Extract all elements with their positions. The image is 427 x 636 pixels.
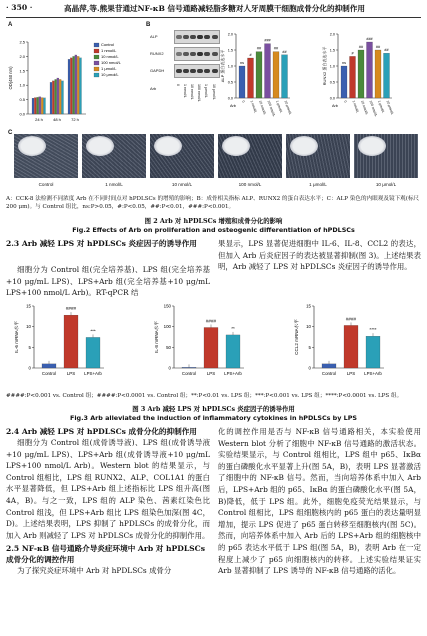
y-tick-label: 1.0 [19,82,25,88]
significance-label: ns [341,61,347,65]
expression-bar [256,52,262,98]
expression-bar [265,44,271,98]
micrograph-label: 100 nmol/L [238,182,262,187]
section-2-3-para-right [218,238,421,273]
legend-label: 100 nmol/L [101,60,121,65]
section-2-3-text-cont: 果显示，LPS 显著促进细胞中 IL-6、IL-8、CCL2 的表达，但加入 Arb 后炎症因子的表达被显著抑制(图 3)。上述结果表明，Arb 减轻了 LPS 对 hPDLSCs 炎症因子的诱导作用。 [218,239,421,272]
blot-band [190,69,196,73]
legend-swatch [94,43,99,47]
significance-label: # [351,51,354,56]
proliferation-bar [41,98,43,114]
blot-band [190,52,196,56]
x-tick-label: Control [181,371,197,376]
x-tick-label: 10 μmol/L [283,99,293,116]
proliferation-bar [39,97,41,114]
section-2-5-body [6,565,210,577]
y-axis-label: IL-8 mRNA水平 [154,321,159,353]
micrograph-tile [286,134,350,187]
blot-band [204,35,210,39]
fig2-caption-zh: 图 2 Arb 对 hPDLSCs 增殖和成骨分化的影响 [144,217,283,225]
proliferation-bar [32,98,34,114]
lane-label: 10 nmol/L [190,84,195,100]
section-2-4-body [6,437,210,541]
lane-label: 1 nmol/L [183,84,188,98]
micrograph-tile [218,134,282,187]
y-tick-label: 5 [28,344,31,350]
y-tick-label: 2.0 [227,32,233,37]
y-axis-label: RUNX2 蛋白表达水平 [322,46,327,86]
expression-bar [273,52,279,98]
well-photo [18,136,46,156]
x-tick-label: 0 [241,99,246,104]
y-tick-label: 50 [166,344,171,350]
x-tick-label: Control [41,371,57,376]
x-tick-label: 10 nmol/L [360,99,369,116]
significance-label: # [249,53,252,57]
y-axis-label: OD(450 nm) [8,66,13,90]
significance-label: ## [384,48,389,53]
blot-band [197,52,203,56]
legend-label: 10 μmol/L [101,72,119,77]
mrna-bar [322,364,336,368]
proliferation-bar [50,82,52,114]
left-column [6,426,210,577]
section-2-5-text: 为了探究炎症环境中 Arb 对 hPDLSCs 成骨分 [17,566,172,576]
x-tick-label: LPS [206,371,216,376]
y-tick-label: 0.0 [227,96,233,101]
mrna-bar [204,327,218,368]
right-column [218,426,421,577]
mrna-bar [366,336,380,368]
y-tick-label: 0 [28,365,31,371]
significance-label: ## [375,45,381,49]
legend-swatch [94,49,99,53]
y-tick-label: 5 [308,344,311,350]
well-photo [358,136,386,156]
arb-label: Arb [332,104,338,108]
x-tick-label: 48 h [53,117,61,122]
y-tick-label: 15 [306,303,311,309]
y-tick-label: 0.5 [19,97,25,103]
x-tick-label: Control [321,371,337,376]
x-tick-label: 1 nmol/L [351,99,360,114]
x-tick-label: 1 μmol/L [275,99,284,114]
arb-label: Arb [230,104,236,108]
micrograph-tile [14,134,78,187]
y-tick-label: 1.0 [227,64,233,69]
mrna-bar [226,335,240,368]
x-tick-label: 10 nmol/L [258,99,267,116]
expression-bar [375,50,381,98]
significance-label: ## [256,46,262,51]
micrograph-tile [150,134,214,187]
significance-label: ## [273,46,279,51]
blot-band [176,69,182,73]
blot-bands [174,30,218,82]
significance-label: ### [264,38,271,43]
significance-label: *** [90,328,96,334]
y-tick-label: 0.0 [19,111,25,117]
y-tick-label: 15 [26,303,31,309]
micrograph-tile [82,134,146,187]
significance-label: #### [345,316,357,322]
proliferation-bar [59,79,61,114]
lane-label: 1 μmol/L [204,84,209,98]
lane-label: 0 [176,84,180,86]
x-tick-label: LPS+Arb [224,371,242,376]
proliferation-bar [75,55,77,114]
blot-band [176,35,182,39]
legend-label: 1 μmol/L [101,66,117,71]
y-tick-label: 2.0 [19,53,25,59]
y-tick-label: 0.5 [329,80,335,85]
y-tick-label: 0.0 [329,96,335,101]
mrna-bar [42,364,56,368]
proliferation-bar [57,78,59,114]
header-rule [6,17,421,18]
lane-label: 10 μmol/L [211,84,216,100]
y-tick-label: 1.0 [329,64,335,69]
section-2-3-title: 2.3 Arb 减轻 LPS 对 hPDLSCs 炎症因子的诱导作用 [6,239,197,248]
y-tick-label: 1.5 [329,48,335,53]
proliferation-bar [80,58,82,114]
mrna-bar [344,325,358,368]
proliferation-bar [52,81,54,114]
significance-label: ns [239,61,245,65]
legend-label: 10 nmol/L [101,54,119,59]
micrograph-label: 1 μmol/L [309,182,327,187]
micrograph-tile [354,134,418,187]
y-tick-label: 10 [26,324,31,330]
x-tick-label: 10 μmol/L [385,99,395,116]
x-tick-label: 0 [343,99,348,104]
blot-band [212,69,218,73]
legend-label: 1 nmol/L [101,48,117,53]
blot-band [183,52,189,56]
proliferation-bar [34,98,36,114]
significance-label: #### [65,306,77,312]
well-photo [154,136,182,156]
expression-bar [367,42,373,98]
expression-bar [282,55,288,98]
expression-bar [350,56,356,98]
running-title: 高晶萍,等.熊果苷通过NF-κB 信号通路减轻脂多糖对人牙周膜干细胞成骨分化的抑制作用 [64,4,365,13]
blot-band [183,35,189,39]
y-tick-label: 10 [306,324,311,330]
x-tick-label: LPS+Arb [84,371,102,376]
fig3-bar-charts [6,290,421,390]
blot-band [212,35,218,39]
x-tick-label: 1 nmol/L [249,99,258,114]
expression-bar [248,58,254,98]
well-photo [222,136,250,156]
blot-band [204,52,210,56]
section-2-5-title: 2.5 NF-κB 信号通路介导炎症环境中 Arb 对 hPDLSCs 成骨分化的调控作用 [6,544,205,565]
proliferation-bar [73,56,75,114]
section-2-4-title: 2.4 Arb 减轻 LPS 对 hPDLSCs 成骨分化的抑制作用 [6,427,197,436]
expression-bar [358,50,364,98]
y-axis-label: IL-6 mRNA水平 [14,321,19,353]
micrograph-label: 10 nmol/L [171,182,193,187]
blot-label-gapdh: GAPDH [150,68,165,73]
section-2-3-text: 细胞分为 Control 组(完全培养基)、LPS 组(完全培养基+10 μg/mL LPS)、LPS+Arb 组(完全培养基+10 μg/mL LPS+100 nmol/L Arb)。RT-qPCR 结 [6,265,210,298]
significance-label: ## [358,45,364,49]
blot-band [190,35,196,39]
right-column-text: 化的调控作用是否与 NF-κB 信号通路相关，本实验使用 Western blot 分析了细胞中 NF-κB 信号通路的激活状态。实验结果显示，与 Control 组相比，LPS 组中 p65、IκBα 的蛋白磷酸化水平显著上升(图 5A，B)，表明 LPS 显著激活了细胞中的 NF-κB 信号。然而，当向培养体系中加入 Arb 后，LPS+Arb 组的 p65、IκBα 的蛋白磷酸化水平(图 5A，B)降低，低于 LPS 组。此外，细胞免疫荧光结果显示，与 Control 组相比，LPS 组细胞核内的 p65 蛋白的表达量明显增加，提示 LPS 促进了 p65 蛋白转移至细胞核内(图 5C)。然而，向培养体系中加入 Arb 后的 LPS+Arb 组的细胞核中的 p65 表达水平低于 LPS 组(图 5A，B)，表明 Arb 在一定程度上减少了 p65 向细胞核内的转移。上述实验结果证实 Arb 显著抑制了 LPS 诱导的 NF-κB 信号通路的活化。 [218,427,421,576]
y-tick-label: 0 [308,365,311,371]
x-tick-label: 100 nmol/L [266,99,277,118]
proliferation-bar [37,97,39,114]
lane-label: 100 nmol/L [197,84,202,102]
micrograph-label: 1 nmol/L [105,182,123,187]
western-blot-panel [150,28,218,124]
well-photo [86,136,114,156]
x-tick-label: 1 μmol/L [377,99,386,114]
x-tick-label: 100 nmol/L [368,99,379,118]
y-tick-label: 0.5 [227,80,233,85]
significance-label: ### [366,37,373,41]
proliferation-bar [70,58,72,114]
micrograph-label: Control [38,182,54,187]
panel-label-b: B [146,22,151,28]
section-2-4-text: 细胞分为 Control 组(成骨诱导液)、LPS 组(成骨诱导液+10 μg/mL LPS)、LPS+Arb 组(成骨诱导液+10 μg/mL LPS+100 nmol/L Arb)。Western blot 的结果显示，与 Control 组相比，LPS 组 RUNX2、ALP、COL1A1 的蛋白水平显著降低，但 LPS+Arb 组上述指标比 LPS 组升高(图 4A，B)。与之一致，LPS 组的 ALP 染色、茜素红染色比 Control 组浅，但 LPS+Arb 组比 LPS 组染色加深(图 4C，D)。上述结果表明，LPS 抑制了 hPDLSCs 的成骨分化，而加入 Arb 则减轻了 LPS 对 hPDLSCs 成骨分化的抑制作用。 [6,438,210,540]
fig2-panel-a-chart [6,26,142,134]
expression-bar [384,53,390,98]
y-axis-label: CCL2 mRNA水平 [294,319,299,355]
y-tick-label: 0 [168,365,171,371]
x-tick-label: 24 h [35,117,43,122]
arb-label: Arb [150,86,157,91]
y-tick-label: 150 [163,303,171,309]
significance-label: **** [369,327,377,333]
running-header [6,3,421,16]
legend-swatch [94,67,99,71]
legend-swatch [94,61,99,65]
blot-band [212,52,218,56]
expression-bar [341,66,347,98]
runx2-expression-chart [322,24,422,128]
page-number: · 350 · [6,3,33,12]
x-tick-label: LPS [66,371,76,376]
mrna-bar [64,315,78,368]
proliferation-bar [77,56,79,114]
proliferation-bar [44,98,46,114]
proliferation-bar [55,79,57,114]
panel-label-c: C [8,130,13,136]
y-tick-label: 2.0 [329,32,335,37]
fig2-caption-en: Fig.2 Effects of Arb on proliferation and osteogenic differentiation of hPDLSCs [72,226,355,234]
panel-label-a: A [8,22,13,28]
legend-swatch [94,55,99,59]
proliferation-bar [68,59,70,114]
x-tick-label: LPS+Arb [364,371,382,376]
well-photo [290,136,318,156]
y-tick-label: 2.5 [19,39,25,45]
blot-strip [174,30,220,44]
y-tick-label: 1.5 [19,68,25,74]
micrograph-label: 10 μmol/L [375,182,397,187]
blot-strip [174,64,220,78]
alp-expression-chart [220,24,320,128]
fig3-caption-en: Fig.3 Arb alleviated the induction of inflammatory cytokines in hPDLSCs by LPS [69,414,357,422]
blot-band [204,69,210,73]
alp-staining-panel [14,134,418,186]
legend-swatch [94,73,99,77]
significance-label: ** [231,325,235,331]
expression-bar [239,66,245,98]
y-tick-label: 100 [163,324,171,330]
blot-band [197,35,203,39]
fig2-note: A：CCK-8 法检测不同浓度 Arb 在不同时间点对 hPDLSCs 的增殖的影响；B：成骨相关指标 ALP、RUNX2 的蛋白表达水平；C：ALP 染色的内眼观及镜下观(标尺 200 μm)。与 Control 组比，ns:P>0.05，#:P<0.05，##:P<0.01，###:P<0.001。 [6,196,420,210]
blot-label-runx2: RUNX2 [150,51,164,56]
proliferation-bar [62,81,64,114]
mrna-bar [182,367,196,368]
blot-band [197,69,203,73]
legend-label: Control [101,42,114,47]
mrna-bar [86,337,100,368]
blot-band [183,69,189,73]
fig3-caption-zh: 图 3 Arb 减轻 LPS 对 hPDLSCs 炎症因子的诱导作用 [132,405,295,413]
significance-label: #### [205,318,217,324]
y-tick-label: 1.5 [227,48,233,53]
y-axis-label: ALP 蛋白表达水平 [220,49,225,83]
blot-band [176,52,182,56]
blot-strip [174,47,220,61]
blot-label-alp: ALP [150,34,158,39]
x-tick-label: LPS [346,371,356,376]
x-tick-label: 72 h [71,117,79,122]
lane-labels [174,84,218,124]
fig3-note: ####:P<0.001 vs. Control 组；####:P<0.0001 vs. Control 组；**:P<0.01 vs. LPS 组；***:P<0.001 vs. LPS 组；****:P<0.0001 vs. LPS 组。 [6,393,403,399]
significance-label: ## [282,49,287,54]
